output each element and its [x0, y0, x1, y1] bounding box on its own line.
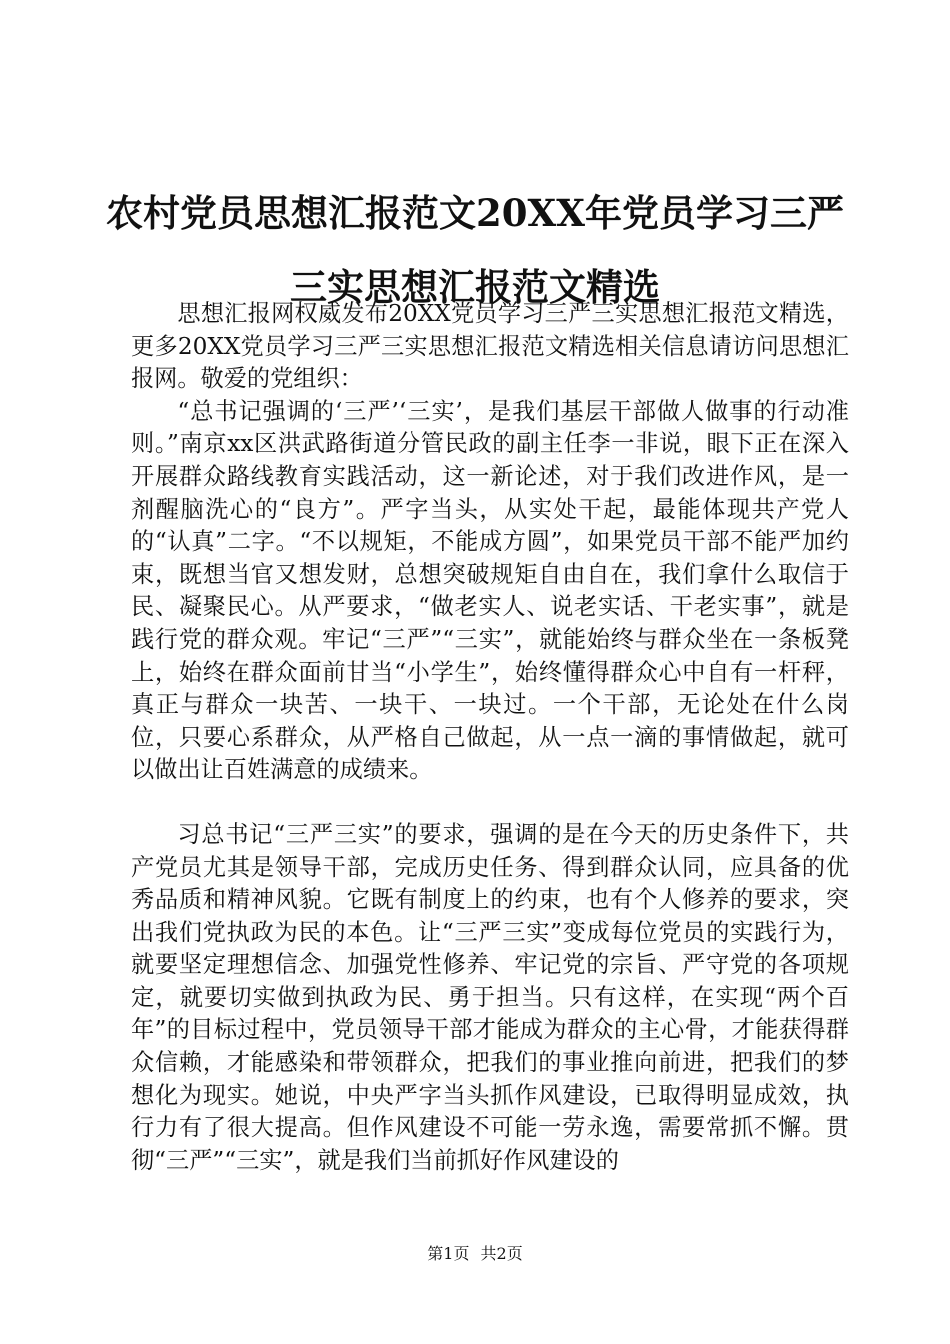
page-total: 共2页	[480, 1244, 523, 1263]
title-line-2: 三实思想汇报范文精选	[290, 265, 660, 309]
paragraph-intro: 思想汇报网权威发布20XX党员学习三严三实思想汇报范文精选，更多20XX党员学习三严三实思想汇报范文精选相关信息请访问思想汇报网。敬爱的党组织：	[131, 300, 849, 393]
paragraph-quote: “总书记强调的‘三严’‘三实’，是我们基层干部做人做事的行动准则。”南京xx区洪武路街道分管民政的副主任李一非说，眼下正在深入开展群众路线教育实践活动，这一新论述，对于我们改进作风，是一剂醒脑洗心的“良方”。严字当头，从实处干起，最能体现共产党人的“认真”二字。“不以规矩，不能成方圆”，如果党员干部不能严加约束，既想当官又想发财，总想突破规矩自由自在，我们拿什么取信于民、凝聚民心。从严要求，“做老实人、说老实话、干老实事”，就是践行党的群众观。牢记“三严”“三实”，就能始终与群众坐在一条板凳上，始终在群众面前甘当“小学生”，始终懂得群众心中自有一杆秤，真正与群众一块苦、一块干、一块过。一个干部，无论处在什么岗位，只要心系群众，从严格自己做起，从一点一滴的事情做起，就可以做出让百姓满意的成绩来。	[131, 397, 849, 784]
paragraph-requirements: 习总书记“三严三实”的要求，强调的是在今天的历史条件下，共产党员尤其是领导干部，完成历史任务、得到群众认同，应具备的优秀品质和精神风貌。它既有制度上的约束，也有个人修养的要求，突出我们党执政为民的本色。让“三严三实”变成每位党员的实践行为，就要坚定理想信念、加强党性修养、牢记党的宗旨、严守党的各项规定，就要切实做到执政为民、勇于担当。只有这样，在实现“两个百年”的目标过程中，党员领导干部才能成为群众的主心骨，才能获得群众信赖，才能感染和带领群众，把我们的事业推向前进，把我们的梦想化为现实。她说，中央严字当头抓作风建设，已取得明显成效，执行力有了很大提高。但作风建设不可能一劳永逸，需要常抓不懈。贯彻“三严”“三实”，就是我们当前抓好作风建设的	[131, 820, 849, 1174]
page-footer	[0, 1244, 950, 1264]
paragraph-spacer	[131, 787, 849, 819]
title-line-1: 农村党员思想汇报范文20XX年党员学习三严	[106, 191, 844, 235]
document-body	[131, 298, 849, 1177]
page-number: 第1页	[427, 1244, 470, 1263]
